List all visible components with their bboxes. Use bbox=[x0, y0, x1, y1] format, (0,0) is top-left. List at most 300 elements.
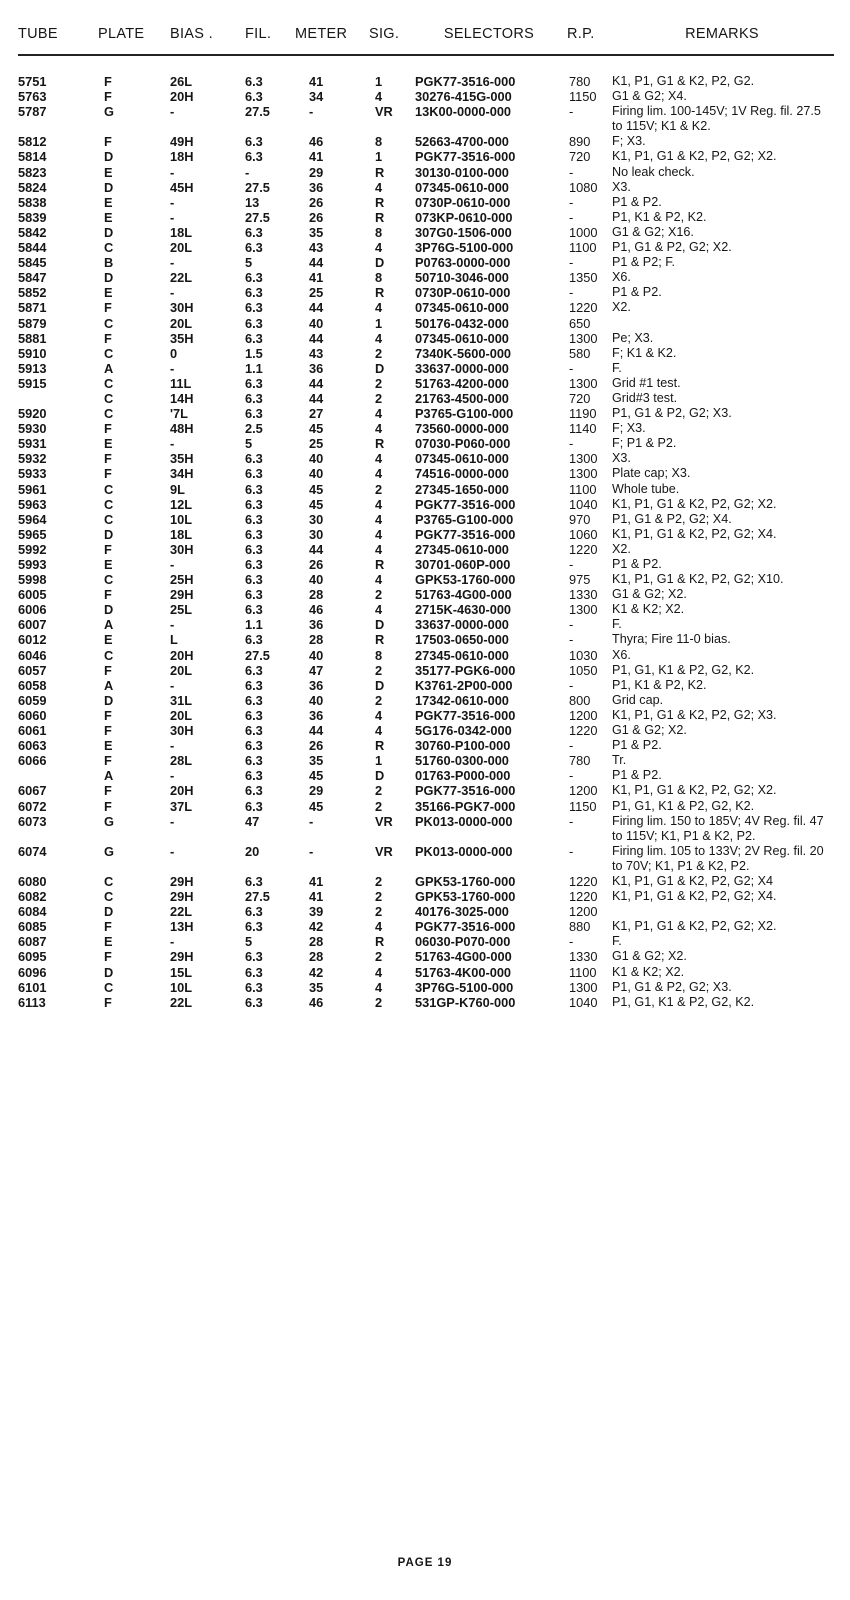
remarks-cell: K1, P1, G1 & K2, P2, G2; X4 bbox=[612, 873, 774, 888]
sig-cell: 4 bbox=[375, 541, 383, 557]
table-row bbox=[18, 346, 834, 361]
bias-cell: 28L bbox=[170, 753, 193, 769]
tube-cell: 5913 bbox=[18, 360, 47, 376]
remarks-cell: X6. bbox=[612, 647, 631, 662]
header-rp: R.P. bbox=[567, 26, 610, 55]
bias-cell: 45H bbox=[170, 179, 194, 195]
rp-cell: 1350 bbox=[569, 270, 598, 286]
meter-cell: 40 bbox=[309, 647, 324, 663]
selectors-cell: 07030-P060-000 bbox=[415, 436, 511, 452]
meter-cell: 45 bbox=[309, 496, 324, 512]
plate-cell: D bbox=[104, 149, 114, 165]
fil-cell: 5 bbox=[245, 436, 253, 452]
tube-cell: 6095 bbox=[18, 949, 47, 965]
fil-cell: 20 bbox=[245, 843, 260, 859]
selectors-cell: 30760-P100-000 bbox=[415, 738, 511, 754]
plate-cell: D bbox=[104, 904, 114, 920]
selectors-cell: P3765-G100-000 bbox=[415, 406, 514, 422]
meter-cell: 45 bbox=[309, 481, 324, 497]
bias-cell: - bbox=[170, 557, 175, 572]
sig-cell: 4 bbox=[375, 89, 383, 105]
bias-cell: 12L bbox=[170, 496, 193, 512]
fil-cell: 6.3 bbox=[245, 768, 263, 784]
tube-cell: 5763 bbox=[18, 89, 47, 105]
remarks-cell: P1, G1 & P2, G2; X3. bbox=[612, 406, 732, 421]
tube-data-table bbox=[18, 26, 834, 1010]
rp-cell: 1300 bbox=[569, 330, 598, 346]
table-row bbox=[18, 557, 834, 572]
tube-cell: 5812 bbox=[18, 134, 47, 150]
table-row bbox=[18, 270, 834, 285]
fil-cell: 6.3 bbox=[245, 707, 263, 723]
plate-cell: D bbox=[104, 602, 114, 618]
bias-cell: 31L bbox=[170, 692, 193, 708]
rp-cell: 1220 bbox=[569, 723, 598, 739]
selectors-cell: PGK77-3516-000 bbox=[415, 919, 516, 935]
meter-cell: 30 bbox=[309, 511, 324, 527]
plate-cell: D bbox=[104, 224, 114, 240]
tube-cell: 5751 bbox=[18, 74, 47, 89]
sig-cell: VR bbox=[375, 104, 393, 120]
fil-cell: 27.5 bbox=[245, 209, 270, 225]
sig-cell: 2 bbox=[375, 345, 383, 361]
sig-cell: 2 bbox=[375, 481, 383, 497]
sig-cell: 2 bbox=[375, 889, 383, 905]
bias-cell: 22L bbox=[170, 904, 193, 920]
selectors-cell: 51763-4K00-000 bbox=[415, 964, 512, 980]
rp-cell: - bbox=[569, 813, 574, 829]
bias-cell: 18L bbox=[170, 526, 193, 542]
meter-cell: 42 bbox=[309, 919, 324, 935]
selectors-cell: PGK77-3516-000 bbox=[415, 74, 516, 89]
remarks-cell: P1, G1, K1 & P2, G2, K2. bbox=[612, 662, 755, 677]
tube-cell bbox=[18, 391, 98, 406]
table-row bbox=[18, 376, 834, 391]
plate-cell: C bbox=[104, 889, 114, 905]
plate-cell: F bbox=[104, 74, 112, 89]
sig-cell: 8 bbox=[375, 647, 383, 663]
tube-cell: 6096 bbox=[18, 964, 47, 980]
sig-cell: R bbox=[375, 194, 385, 210]
table-row bbox=[18, 104, 834, 134]
remarks-cell: Grid cap. bbox=[612, 692, 664, 707]
table-row bbox=[18, 391, 834, 406]
selectors-cell: 06030-P070-000 bbox=[415, 934, 511, 950]
tube-cell: 6101 bbox=[18, 979, 47, 995]
bias-cell: - bbox=[170, 617, 175, 633]
remarks-cell: Whole tube. bbox=[612, 481, 680, 496]
remarks-cell: P1 & P2. bbox=[612, 557, 662, 571]
sig-cell: 2 bbox=[375, 873, 383, 889]
tube-cell: 5915 bbox=[18, 375, 47, 391]
meter-cell: 44 bbox=[309, 375, 324, 391]
table-row bbox=[18, 466, 834, 481]
table-row bbox=[18, 527, 834, 542]
rp-cell: 1030 bbox=[569, 647, 598, 663]
rp-cell: 1050 bbox=[569, 662, 598, 678]
tube-cell: 6113 bbox=[18, 994, 46, 1010]
rp-cell: 975 bbox=[569, 572, 591, 588]
fil-cell: 6.3 bbox=[245, 632, 263, 648]
rp-cell: 1300 bbox=[569, 466, 598, 482]
meter-cell: 35 bbox=[309, 979, 324, 995]
tube-cell: 6005 bbox=[18, 587, 47, 603]
sig-cell: R bbox=[375, 285, 385, 301]
remarks-cell: P1 & P2; F. bbox=[612, 255, 675, 270]
plate-cell: A bbox=[104, 768, 114, 784]
rp-cell: - bbox=[569, 104, 574, 120]
fil-cell: 6.3 bbox=[245, 738, 263, 754]
tube-cell: 5787 bbox=[18, 104, 47, 120]
table-row bbox=[18, 300, 834, 315]
meter-cell: - bbox=[309, 104, 314, 120]
table-row bbox=[18, 180, 834, 195]
remarks-cell: F. bbox=[612, 617, 622, 632]
header-tube: TUBE bbox=[18, 26, 98, 55]
sig-cell: VR bbox=[375, 843, 393, 859]
remarks-cell bbox=[610, 904, 834, 919]
meter-cell: 45 bbox=[309, 798, 324, 814]
tube-cell: 5871 bbox=[18, 300, 47, 316]
tube-cell: 5824 bbox=[18, 179, 47, 195]
bias-cell: 35H bbox=[170, 451, 194, 467]
table-body bbox=[18, 55, 834, 1010]
rp-cell: 1200 bbox=[569, 783, 598, 799]
table-row bbox=[18, 708, 834, 723]
remarks-cell: Firing lim. 105 to 133V; 2V Reg. fil. 20 to 70V; K1, P1 & K2, P2. bbox=[612, 843, 824, 873]
tube-cell: 5931 bbox=[18, 436, 47, 452]
remarks-cell: Tr. bbox=[612, 753, 627, 768]
sig-cell: 4 bbox=[375, 572, 383, 588]
table-row bbox=[18, 451, 834, 466]
tube-cell: 6007 bbox=[18, 617, 47, 633]
plate-cell: F bbox=[104, 949, 112, 965]
selectors-cell: 35177-PGK6-000 bbox=[415, 662, 516, 678]
selectors-cell: 35166-PGK7-000 bbox=[415, 798, 516, 814]
rp-cell: 780 bbox=[569, 753, 591, 769]
remarks-cell: P1, G1, K1 & P2, G2, K2. bbox=[612, 798, 755, 813]
table-row bbox=[18, 602, 834, 617]
selectors-cell: 40176-3025-000 bbox=[415, 904, 509, 920]
bias-cell: 29H bbox=[170, 587, 194, 603]
fil-cell: 27.5 bbox=[245, 889, 270, 905]
table-row bbox=[18, 587, 834, 602]
sig-cell: 2 bbox=[375, 904, 383, 920]
bias-cell: 29H bbox=[170, 873, 194, 889]
plate-cell: C bbox=[104, 979, 114, 995]
fil-cell: 6.3 bbox=[245, 783, 263, 799]
plate-cell: F bbox=[104, 783, 112, 799]
meter-cell: 25 bbox=[309, 436, 324, 452]
bias-cell: - bbox=[170, 677, 175, 693]
meter-cell: 36 bbox=[309, 707, 324, 723]
selectors-cell: 50176-0432-000 bbox=[415, 315, 509, 331]
remarks-cell: P1, K1 & P2, K2. bbox=[612, 209, 707, 224]
meter-cell: 41 bbox=[309, 270, 324, 286]
table-row bbox=[18, 678, 834, 693]
remarks-cell: K1, P1, G1 & K2, P2, G2. bbox=[612, 74, 755, 88]
meter-cell: 40 bbox=[309, 572, 324, 588]
fil-cell: 6.3 bbox=[245, 224, 263, 240]
table-row bbox=[18, 874, 834, 889]
sig-cell: 4 bbox=[375, 330, 383, 346]
selectors-cell: 0730P-0610-000 bbox=[415, 194, 511, 210]
selectors-cell: 30130-0100-000 bbox=[415, 164, 509, 180]
meter-cell: 28 bbox=[309, 632, 324, 648]
sig-cell: R bbox=[375, 738, 385, 754]
plate-cell: F bbox=[104, 134, 112, 150]
rp-cell: - bbox=[569, 934, 574, 950]
fil-cell: 6.3 bbox=[245, 466, 263, 482]
selectors-cell: 07345-0610-000 bbox=[415, 330, 509, 346]
rp-cell: 1000 bbox=[569, 224, 598, 240]
meter-cell: 36 bbox=[309, 360, 324, 376]
tube-cell: 5814 bbox=[18, 149, 47, 165]
sig-cell: 2 bbox=[375, 949, 383, 965]
rp-cell: 1060 bbox=[569, 526, 598, 542]
remarks-cell: Plate cap; X3. bbox=[612, 466, 691, 481]
fil-cell: 6.3 bbox=[245, 798, 263, 814]
remarks-cell: K1, P1, G1 & K2, P2, G2; X10. bbox=[612, 572, 784, 587]
table-row bbox=[18, 919, 834, 934]
bias-cell: 11L bbox=[170, 375, 192, 391]
remarks-cell: Grid#3 test. bbox=[612, 390, 678, 405]
sig-cell: 4 bbox=[375, 707, 383, 723]
selectors-cell: 52663-4700-000 bbox=[415, 134, 509, 150]
plate-cell: C bbox=[104, 375, 114, 391]
sig-cell: D bbox=[375, 360, 385, 376]
bias-cell: - bbox=[170, 255, 175, 271]
rp-cell: 1220 bbox=[569, 873, 598, 889]
plate-cell: D bbox=[104, 692, 114, 708]
tube-cell: 6060 bbox=[18, 707, 47, 723]
sig-cell: 4 bbox=[375, 496, 383, 512]
rp-cell: 1040 bbox=[569, 994, 598, 1010]
rp-cell: - bbox=[569, 632, 574, 648]
plate-cell: E bbox=[104, 934, 113, 950]
selectors-cell: GPK53-1760-000 bbox=[415, 572, 516, 588]
plate-cell: E bbox=[104, 285, 113, 301]
fil-cell: 6.3 bbox=[245, 451, 263, 467]
rp-cell: 650 bbox=[569, 315, 591, 331]
remarks-cell: P1 & P2. bbox=[612, 285, 662, 300]
plate-cell: E bbox=[104, 738, 113, 754]
table-row bbox=[18, 255, 834, 270]
table-row bbox=[18, 693, 834, 708]
fil-cell: 5 bbox=[245, 934, 253, 950]
plate-cell: F bbox=[104, 994, 112, 1010]
fil-cell: 2.5 bbox=[245, 421, 263, 437]
meter-cell: 36 bbox=[309, 179, 324, 195]
remarks-cell: K1 & K2; X2. bbox=[612, 602, 685, 617]
selectors-cell: 17342-0610-000 bbox=[415, 692, 509, 708]
fil-cell: 6.3 bbox=[245, 979, 263, 995]
bias-cell: 10L bbox=[170, 511, 193, 527]
remarks-cell: K1, P1, G1 & K2, P2, G2; X4. bbox=[612, 526, 777, 541]
remarks-cell: G1 & G2; X4. bbox=[612, 89, 687, 104]
remarks-cell: F; K1 & K2. bbox=[612, 345, 677, 360]
table-row bbox=[18, 617, 834, 632]
rp-cell: 580 bbox=[569, 345, 591, 361]
sig-cell: 1 bbox=[375, 753, 383, 769]
remarks-cell: K1, P1, G1 & K2, P2, G2; X2. bbox=[612, 149, 777, 164]
sig-cell: 2 bbox=[375, 375, 383, 391]
table-row bbox=[18, 406, 834, 421]
plate-cell: C bbox=[104, 511, 114, 527]
fil-cell: 6.3 bbox=[245, 406, 263, 422]
bias-cell: - bbox=[170, 285, 175, 301]
rp-cell: - bbox=[569, 436, 574, 452]
meter-cell: 26 bbox=[309, 209, 324, 225]
remarks-cell: Grid #1 test. bbox=[612, 375, 681, 390]
remarks-cell: K1 & K2; X2. bbox=[612, 964, 685, 979]
meter-cell: - bbox=[309, 813, 314, 829]
bias-cell: 49H bbox=[170, 134, 194, 150]
meter-cell: 44 bbox=[309, 723, 324, 739]
meter-cell: 41 bbox=[309, 873, 324, 889]
tube-cell: 5998 bbox=[18, 572, 47, 588]
meter-cell: 44 bbox=[309, 300, 324, 316]
plate-cell: E bbox=[104, 209, 113, 225]
rp-cell: 1100 bbox=[569, 240, 597, 256]
fil-cell: 6.3 bbox=[245, 496, 263, 512]
plate-cell: C bbox=[104, 496, 114, 512]
sig-cell: 4 bbox=[375, 240, 383, 256]
rp-cell: - bbox=[569, 164, 574, 180]
remarks-cell: K1, P1, G1 & K2, P2, G2; X3. bbox=[612, 707, 777, 722]
remarks-cell: G1 & G2; X16. bbox=[612, 224, 694, 239]
fil-cell: 6.3 bbox=[245, 149, 263, 165]
remarks-cell: G1 & G2; X2. bbox=[612, 949, 687, 964]
meter-cell: 46 bbox=[309, 994, 324, 1010]
fil-cell: 6.3 bbox=[245, 526, 263, 542]
bias-cell: - bbox=[170, 164, 175, 180]
remarks-cell: F; P1 & P2. bbox=[612, 436, 677, 451]
table-row bbox=[18, 889, 834, 904]
meter-cell: 44 bbox=[309, 255, 324, 271]
bias-cell: 35H bbox=[170, 330, 194, 346]
fil-cell: 6.3 bbox=[245, 134, 263, 150]
bias-cell: 29H bbox=[170, 889, 194, 905]
sig-cell: 2 bbox=[375, 587, 383, 603]
remarks-cell: Thyra; Fire 11-0 bias. bbox=[612, 632, 731, 647]
selectors-cell: 50710-3046-000 bbox=[415, 270, 509, 286]
table-row bbox=[18, 965, 834, 980]
table-row bbox=[18, 497, 834, 512]
fil-cell: - bbox=[245, 164, 250, 180]
header-selectors: SELECTORS bbox=[411, 26, 567, 55]
sig-cell: R bbox=[375, 934, 385, 950]
remarks-cell: X2. bbox=[612, 541, 631, 556]
fil-cell: 6.3 bbox=[245, 74, 263, 89]
plate-cell: C bbox=[104, 406, 114, 422]
rp-cell: - bbox=[569, 738, 574, 754]
bias-cell: - bbox=[170, 768, 175, 784]
meter-cell: 41 bbox=[309, 74, 324, 89]
meter-cell: 36 bbox=[309, 617, 324, 633]
remarks-cell: P1, G1 & P2, G2; X3. bbox=[612, 979, 732, 994]
meter-cell: 43 bbox=[309, 240, 324, 256]
fil-cell: 6.3 bbox=[245, 677, 263, 693]
sig-cell: 4 bbox=[375, 919, 383, 935]
fil-cell: 6.3 bbox=[245, 541, 263, 557]
rp-cell: - bbox=[569, 194, 574, 210]
plate-cell: E bbox=[104, 632, 113, 648]
sig-cell: 4 bbox=[375, 526, 383, 542]
selectors-cell: 01763-P000-000 bbox=[415, 768, 511, 784]
rp-cell: 1100 bbox=[569, 964, 597, 980]
fil-cell: 5 bbox=[245, 255, 253, 271]
plate-cell: F bbox=[104, 798, 112, 814]
bias-cell: 25H bbox=[170, 572, 194, 588]
sig-cell: 8 bbox=[375, 270, 383, 286]
sig-cell: 4 bbox=[375, 179, 383, 195]
rp-cell: 1300 bbox=[569, 979, 598, 995]
tube-cell: 5847 bbox=[18, 270, 47, 286]
meter-cell: 43 bbox=[309, 345, 324, 361]
selectors-cell: 2715K-4630-000 bbox=[415, 602, 512, 618]
fil-cell: 6.3 bbox=[245, 330, 263, 346]
plate-cell: D bbox=[104, 179, 114, 195]
remarks-cell: Pe; X3. bbox=[612, 330, 654, 345]
table-row bbox=[18, 663, 834, 678]
bias-cell: 22L bbox=[170, 994, 193, 1010]
tube-cell: 5933 bbox=[18, 466, 47, 482]
table-row bbox=[18, 285, 834, 300]
plate-cell: F bbox=[104, 421, 112, 437]
fil-cell: 27.5 bbox=[245, 104, 270, 120]
bias-cell: L bbox=[170, 632, 178, 648]
table-row bbox=[18, 904, 834, 919]
selectors-cell: 73560-0000-000 bbox=[415, 421, 509, 437]
meter-cell: 41 bbox=[309, 149, 324, 165]
remarks-cell: K1, P1, G1 & K2, P2, G2; X2. bbox=[612, 783, 777, 798]
tube-cell: 5930 bbox=[18, 421, 47, 437]
meter-cell: 40 bbox=[309, 315, 324, 331]
remarks-cell bbox=[610, 316, 834, 331]
tube-cell: 5963 bbox=[18, 496, 47, 512]
rp-cell: 1220 bbox=[569, 300, 598, 316]
rp-cell: 890 bbox=[569, 134, 591, 150]
bias-cell: 20H bbox=[170, 783, 194, 799]
meter-cell: - bbox=[309, 843, 314, 859]
rp-cell: 800 bbox=[569, 692, 591, 708]
plate-cell: F bbox=[104, 753, 112, 769]
table-row bbox=[18, 89, 834, 104]
sig-cell: 4 bbox=[375, 964, 383, 980]
rp-cell: 880 bbox=[569, 919, 591, 935]
plate-cell: A bbox=[104, 360, 114, 376]
table-row bbox=[18, 768, 834, 783]
selectors-cell: P0763-0000-000 bbox=[415, 255, 511, 271]
bias-cell: 20L bbox=[170, 315, 193, 331]
selectors-cell: 307G0-1506-000 bbox=[415, 224, 512, 240]
remarks-cell: P1 & P2. bbox=[612, 738, 662, 753]
selectors-cell: 13K00-0000-000 bbox=[415, 104, 512, 120]
sig-cell: 8 bbox=[375, 224, 383, 240]
selectors-cell: GPK53-1760-000 bbox=[415, 873, 516, 889]
fil-cell: 6.3 bbox=[245, 89, 263, 105]
rp-cell: - bbox=[569, 768, 574, 784]
bias-cell: 13H bbox=[170, 919, 194, 935]
fil-cell: 6.3 bbox=[245, 949, 263, 965]
plate-cell: F bbox=[104, 451, 112, 467]
rp-cell: - bbox=[569, 360, 574, 376]
tube-cell: 5965 bbox=[18, 526, 47, 542]
meter-cell: 45 bbox=[309, 768, 324, 784]
plate-cell: C bbox=[104, 572, 114, 588]
meter-cell: 26 bbox=[309, 738, 324, 754]
